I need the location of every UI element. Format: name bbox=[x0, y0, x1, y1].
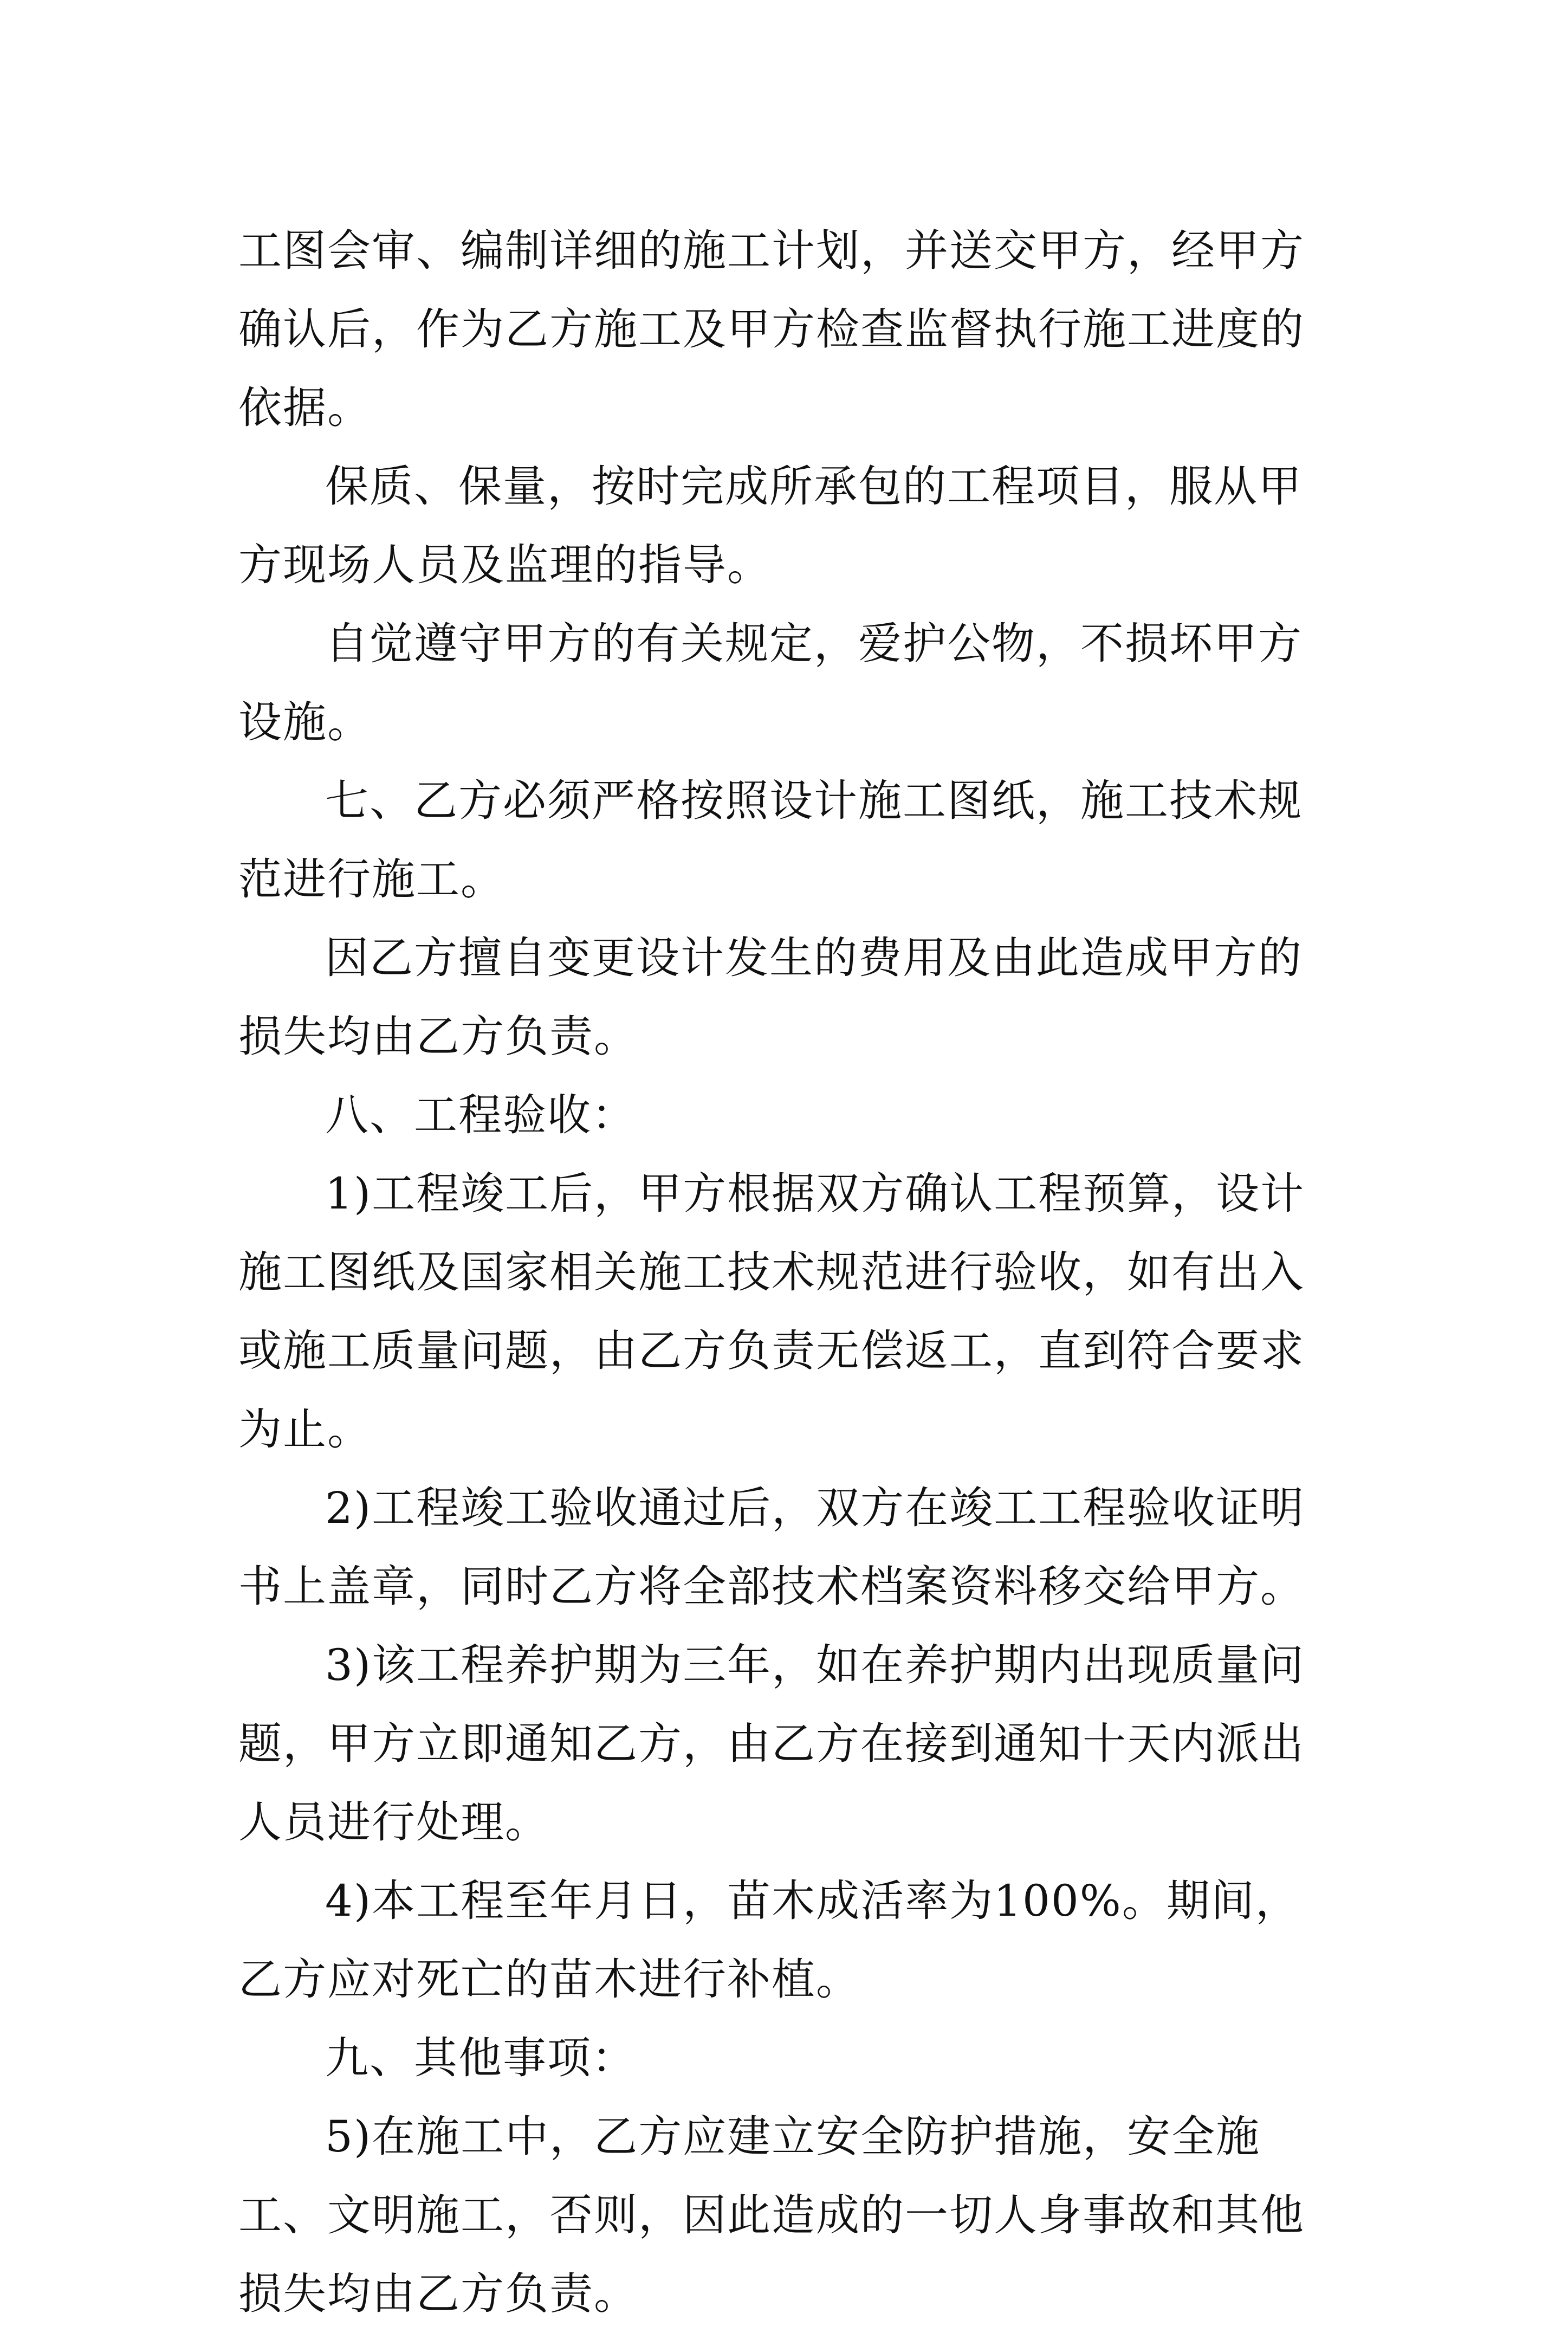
list-item-1: 1)工程竣工后，甲方根据双方确认工程预算，设计施工图纸及国家相关施工技术规范进行验收，如有出入或施工质量问题，由乙方负责无偿返工，直到符合要求为止。 bbox=[238, 1168, 1305, 1455]
paragraph-4: 七、乙方必须严格按照设计施工图纸，施工技术规范进行施工。 bbox=[238, 775, 1303, 904]
section-heading-acceptance: 八、工程验收： bbox=[325, 1090, 636, 1140]
section-heading-other: 九、其他事项： bbox=[325, 2033, 636, 2083]
document-body bbox=[238, 211, 1344, 2333]
list-item-3: 3)该工程养护期为三年，如在养护期内出现质量问题，甲方立即通知乙方，由乙方在接到通知十天内派出人员进行处理。 bbox=[238, 1640, 1305, 1847]
paragraph-3: 自觉遵守甲方的有关规定，爱护公物，不损坏甲方设施。 bbox=[238, 618, 1303, 747]
list-item-4: 4)本工程至年月日，苗木成活率为100%。期间，乙方应对死亡的苗木进行补植。 bbox=[238, 1876, 1300, 2005]
list-item-2: 2)工程竣工验收通过后，双方在竣工工程验收证明书上盖章，同时乙方将全部技术档案资料移交给甲方。 bbox=[238, 1483, 1305, 1612]
paragraph-5: 因乙方擅自变更设计发生的费用及由此造成甲方的损失均由乙方负责。 bbox=[238, 933, 1303, 1062]
list-item-5: 5)在施工中，乙方应建立安全防护措施，安全施工、文明施工，否则，因此造成的一切人身事故和其他损失均由乙方负责。 bbox=[238, 2111, 1305, 2319]
paragraph-2: 保质、保量，按时完成所承包的工程项目，服从甲方现场人员及监理的指导。 bbox=[238, 461, 1303, 590]
paragraph-1: 工图会审、编制详细的施工计划，并送交甲方，经甲方确认后，作为乙方施工及甲方检查监督执行施工进度的依据。 bbox=[238, 225, 1305, 433]
